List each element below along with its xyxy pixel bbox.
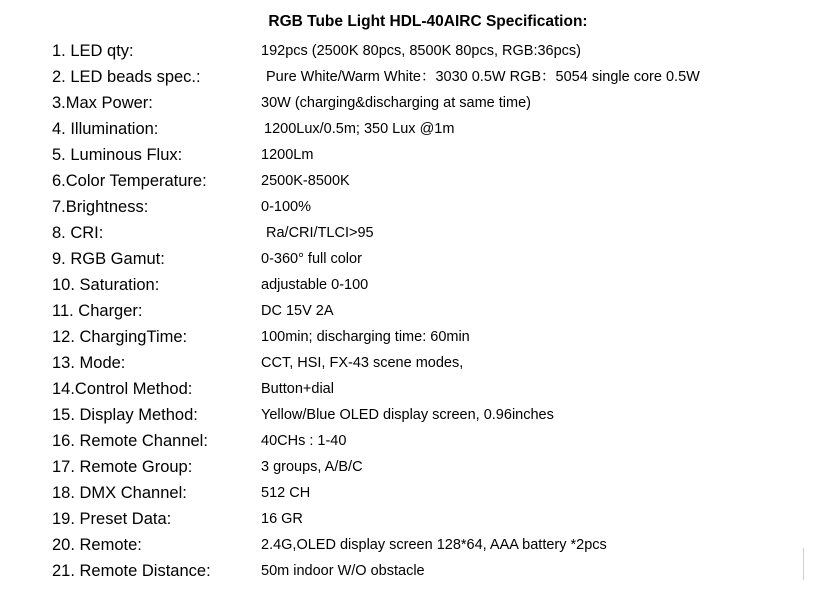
- spec-value: 192pcs (2500K 80pcs, 8500K 80pcs, RGB:36pcs): [261, 43, 581, 59]
- spec-value: DC 15V 2A: [261, 303, 334, 319]
- spec-value: 40CHs : 1-40: [261, 433, 347, 449]
- spec-value: adjustable 0-100: [261, 277, 369, 293]
- spec-row-saturation: [52, 272, 792, 298]
- spec-value: Button+dial: [261, 381, 334, 397]
- spec-value: 3 groups, A/B/C: [261, 459, 363, 475]
- spec-label: 4. Illumination:: [52, 120, 159, 138]
- spec-label: 17. Remote Group:: [52, 458, 193, 476]
- spec-label: 9. RGB Gamut:: [52, 250, 165, 268]
- spec-value: 2500K-8500K: [261, 173, 350, 189]
- spec-row-max-power: [52, 90, 792, 116]
- spec-label: 8. CRI:: [52, 224, 104, 242]
- spec-row-remote-channel: [52, 428, 792, 454]
- spec-row-cri: [52, 220, 792, 246]
- spec-label: 3.Max Power:: [52, 94, 153, 112]
- spec-value: 0-360° full color: [261, 251, 362, 267]
- spec-label: 2. LED beads spec.:: [52, 68, 201, 86]
- spec-row-mode: [52, 350, 792, 376]
- spec-row-brightness: [52, 194, 792, 220]
- spec-label: 10. Saturation:: [52, 276, 160, 294]
- spec-row-dmx-channel: [52, 480, 792, 506]
- spec-row-preset-data: [52, 506, 792, 532]
- spec-value: 100min; discharging time: 60min: [261, 329, 470, 345]
- spec-row-led-qty: [52, 38, 792, 64]
- spec-value: 30W (charging&discharging at same time): [261, 95, 531, 111]
- spec-label: 7.Brightness:: [52, 198, 149, 216]
- spec-label: 16. Remote Channel:: [52, 432, 208, 450]
- spec-label: 19. Preset Data:: [52, 510, 172, 528]
- spec-value: 1200Lux/0.5m; 350 Lux @1m: [264, 121, 455, 137]
- spec-row-control-method: [52, 376, 792, 402]
- spec-row-charging-time: [52, 324, 792, 350]
- spec-label: 14.Control Method:: [52, 380, 193, 398]
- spec-row-remote: [52, 532, 792, 558]
- spec-label: 11. Charger:: [52, 302, 143, 320]
- spec-label: 15. Display Method:: [52, 406, 198, 424]
- spec-value: 0-100%: [261, 199, 311, 215]
- document-title: RGB Tube Light HDL-40AIRC Specification:: [268, 13, 588, 30]
- spec-label: 5. Luminous Flux:: [52, 146, 183, 164]
- spec-value: 50m indoor W/O obstacle: [261, 563, 425, 579]
- spec-label: 1. LED qty:: [52, 42, 134, 60]
- spec-row-remote-group: [52, 454, 792, 480]
- spec-label: 18. DMX Channel:: [52, 484, 187, 502]
- spec-value: Ra/CRI/TLCI>95: [266, 225, 374, 241]
- edge-divider: [803, 548, 804, 580]
- spec-row-rgb-gamut: [52, 246, 792, 272]
- spec-value: CCT, HSI, FX-43 scene modes,: [261, 355, 464, 371]
- spec-row-illumination: [52, 116, 792, 142]
- spec-value: 2.4G,OLED display screen 128*64, AAA battery *2pcs: [261, 537, 607, 553]
- spec-value: 16 GR: [261, 511, 303, 527]
- spec-value: Pure White/Warm White：3030 0.5W RGB：5054 single core 0.5W: [266, 69, 700, 85]
- spec-value: 1200Lm: [261, 147, 314, 163]
- spec-row-display-method: [52, 402, 792, 428]
- spec-label: 21. Remote Distance:: [52, 562, 211, 580]
- spec-label: 6.Color Temperature:: [52, 172, 207, 190]
- spec-row-charger: [52, 298, 792, 324]
- spec-label: 12. ChargingTime:: [52, 328, 188, 346]
- spec-row-led-beads: [52, 64, 792, 90]
- spec-row-remote-distance: [52, 558, 792, 584]
- spec-label: 13. Mode:: [52, 354, 126, 372]
- spec-value: 512 CH: [261, 485, 311, 501]
- spec-label: 20. Remote:: [52, 536, 142, 554]
- spec-value: Yellow/Blue OLED display screen, 0.96inches: [261, 407, 554, 423]
- spec-row-luminous-flux: [52, 142, 792, 168]
- spec-row-color-temperature: [52, 168, 792, 194]
- spec-list: [52, 38, 792, 584]
